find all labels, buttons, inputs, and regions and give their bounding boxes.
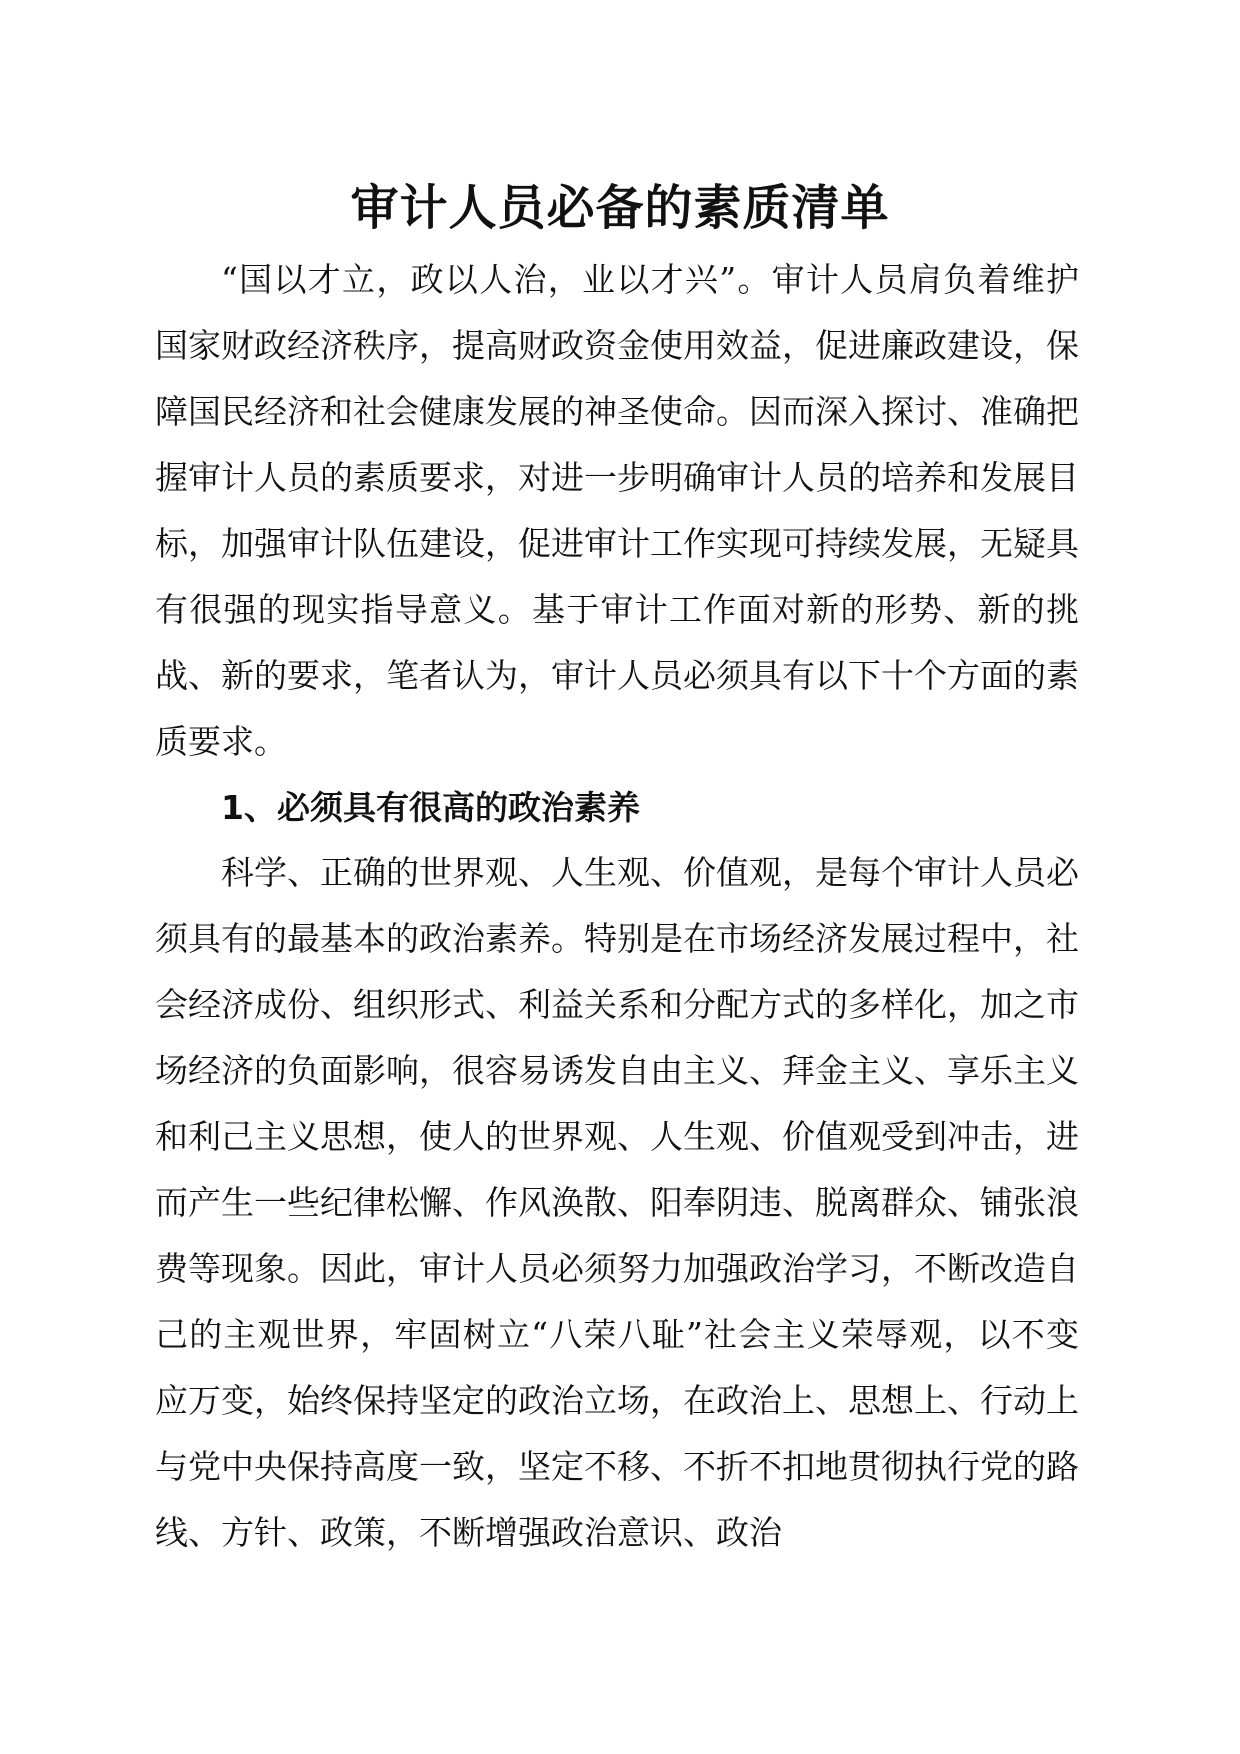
document-title: 审计人员必备的素质清单 (350, 180, 890, 236)
section-heading-1: 1、必须具有很高的政治素养 (221, 788, 640, 827)
section-1-paragraph: 科学、正确的世界观、人生观、价值观，是每个审计人员必须具有的最基本的政治素养。特别是在市场经济发展过程中，社会经济成份、组织形式、利益关系和分配方式的多样化，加之市场经济的负面影响，很容易诱发自由主义、拜金主义、享乐主义和利己主义思想，使人的世界观、人生观、价值观受到冲击，进而产生一些纪律松懈、作风涣散、阳奉阴违、脱离群众、铺张浪费等现象。因此，审计人员必须努力加强政治学习，不断改造自己的主观世界，牢固树立“八荣八耻”社会主义荣辱观，以不变应万变，始终保持坚定的政治立场，在政治上、思想上、行动上与党中央保持高度一致，坚定不移、不折不扣地贯彻执行党的路线、方针、政策，不断增强政治意识、政治 (155, 853, 1079, 1552)
intro-paragraph: “国以才立，政以人治，业以才兴”。审计人员肩负着维护国家财政经济秩序，提高财政资金使用效益，促进廉政建设，保障国民经济和社会健康发展的神圣使命。因而深入探讨、准确把握审计人员的素质要求，对进一步明确审计人员的培养和发展目标，加强审计队伍建设，促进审计工作实现可持续发展，无疑具有很强的现实指导意义。基于审计工作面对新的形势、新的挑战、新的要求，笔者认为，审计人员必须具有以下十个方面的素质要求。 (155, 260, 1079, 761)
